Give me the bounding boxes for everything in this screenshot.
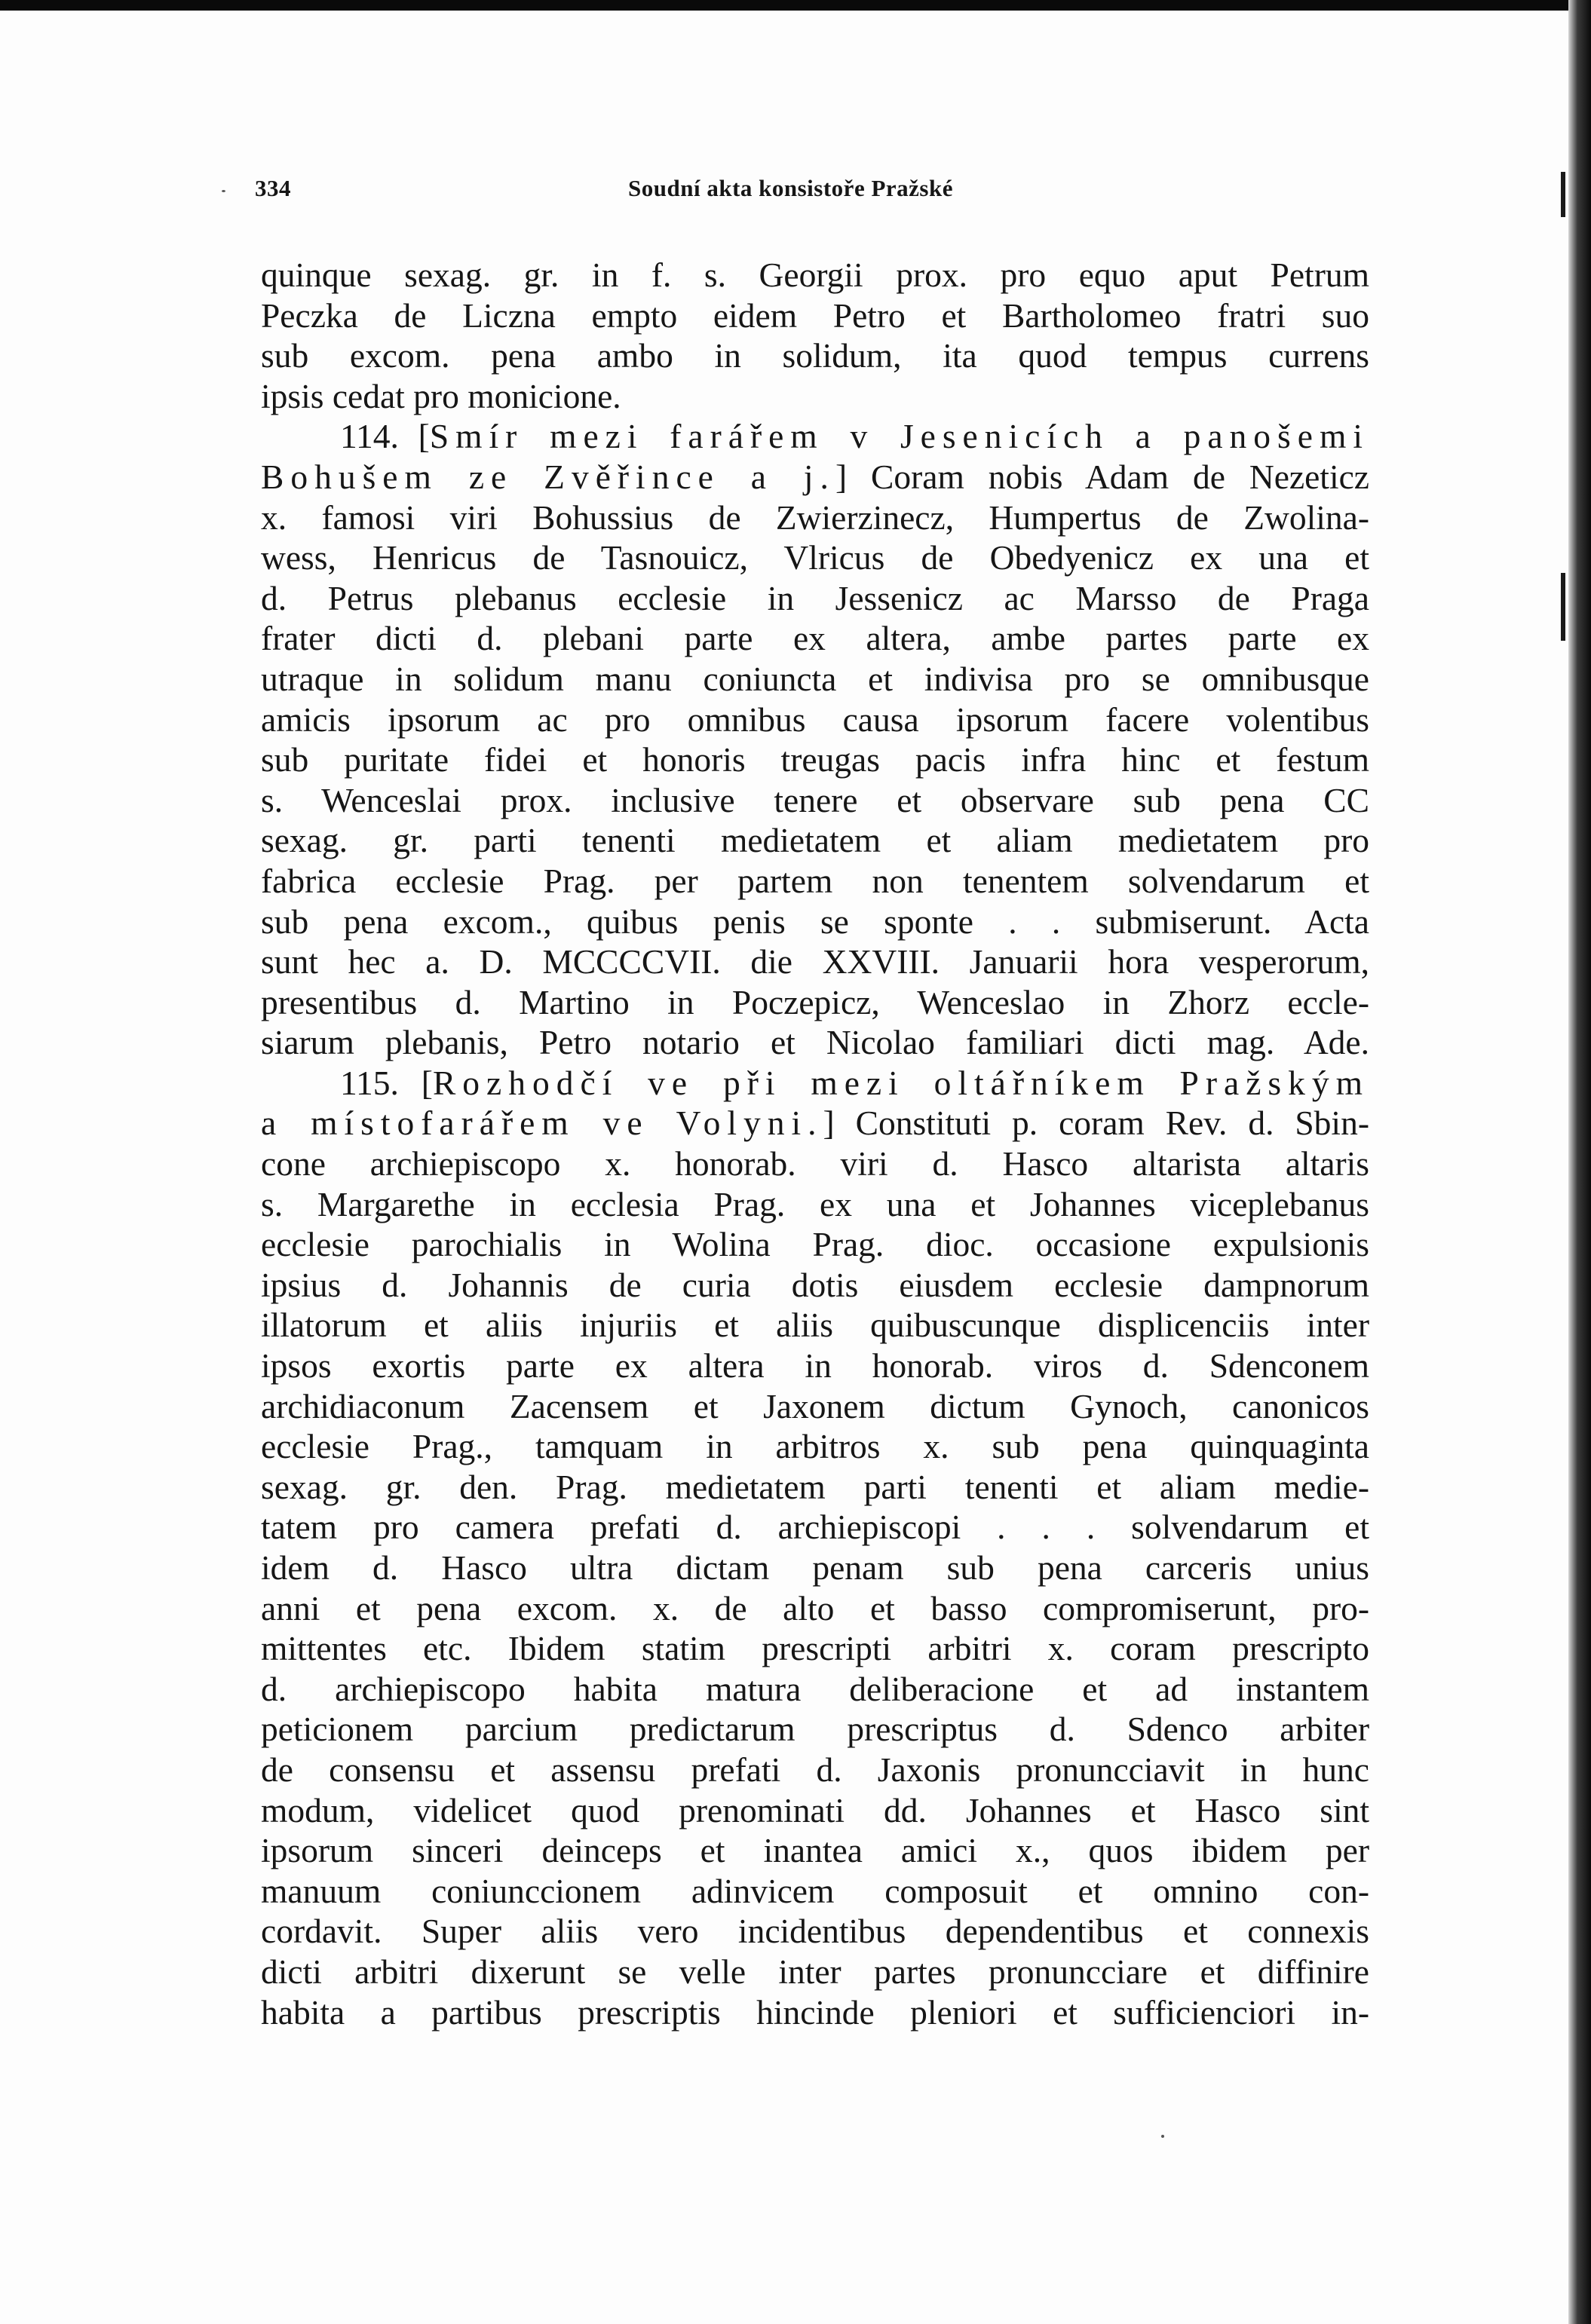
text-fragment: ] Constituti p. coram Rev. d. Sbin- bbox=[823, 1104, 1369, 1143]
text-line: idem d. Hasco ultra dictam penam sub pena carceris unius bbox=[261, 1548, 1369, 1587]
text-line: dicti arbitri dixerunt se velle inter partes pronuncciare et diffinire bbox=[261, 1952, 1369, 1991]
text-line: modum, videlicet quod prenominati dd. Johannes et Hasco sint bbox=[261, 1790, 1369, 1829]
entry-heading-line bbox=[261, 416, 1369, 457]
scan-edge-right bbox=[1568, 0, 1591, 2324]
entry-title-spaced: a místofarářem ve Volyni. bbox=[261, 1104, 823, 1143]
text-line: presentibus d. Martino in Poczepicz, Wenceslao in Zhorz eccle- bbox=[261, 982, 1369, 1021]
text-line: d. archiepiscopo habita matura deliberacione et ad instantem bbox=[261, 1669, 1369, 1708]
text-line: wess, Henricus de Tasnouicz, Vlricus de Obedyenicz ex una et bbox=[261, 538, 1369, 577]
text-line: s. Wenceslai prox. inclusive tenere et observare sub pena CC bbox=[261, 780, 1369, 819]
text-line: ipsis cedat pro monicione. bbox=[261, 376, 621, 415]
text-line: mittentes etc. Ibidem statim prescripti arbitri x. coram prescripto bbox=[261, 1629, 1369, 1668]
text-line: archidiaconum Zacensem et Jaxonem dictum Gynoch, canonicos bbox=[261, 1386, 1369, 1425]
entry-title-spaced: Smír mezi farářem v Jesenicích a panošemi bbox=[429, 417, 1369, 456]
text-line: d. Petrus plebanus ecclesie in Jessenicz ac Marsso de Praga bbox=[261, 578, 1369, 617]
text-line: quinque sexag. gr. in f. s. Georgii prox. pro equo aput Petrum bbox=[261, 256, 1369, 294]
text-line: Peczka de Liczna empto eidem Petro et Bartholomeo fratri suo bbox=[261, 295, 1369, 335]
text-line: ecclesie parochialis in Wolina Prag. dioc. occasione expulsionis bbox=[261, 1225, 1369, 1264]
scan-speck bbox=[222, 190, 225, 192]
page-number: 334 bbox=[255, 175, 291, 201]
scan-edge-top bbox=[0, 0, 1591, 11]
text-line: manuum coniunccionem adinvicem composuit et omnino con- bbox=[261, 1871, 1369, 1910]
text-line: ecclesie Prag., tamquam in arbitros x. sub pena quinquaginta bbox=[261, 1427, 1369, 1466]
scan-edge-mark bbox=[1561, 573, 1565, 641]
text-fragment: ] Coram nobis Adam de Nezeticz bbox=[835, 457, 1369, 496]
text-line: utraque in solidum manu coniuncta et indivisa pro se omnibusque bbox=[261, 659, 1369, 698]
text-line: ipsorum sinceri deinceps et inantea amici x., quos ibidem per bbox=[261, 1831, 1369, 1870]
body-text bbox=[261, 255, 1369, 2032]
text-line: s. Margarethe in ecclesia Prag. ex una et Johannes viceplebanus bbox=[261, 1184, 1369, 1223]
running-title: Soudní akta konsistoře Pražské bbox=[628, 175, 953, 201]
text-line: fabrica ecclesie Prag. per partem non tenentem solvendarum et bbox=[261, 861, 1369, 900]
entry-number: 114. [ bbox=[340, 417, 430, 456]
text-line: tatem pro camera prefati d. archiepiscopi . . . solvendarum et bbox=[261, 1508, 1369, 1547]
text-line: cordavit. Super aliis vero incidentibus dependentibus et connexis bbox=[261, 1912, 1369, 1951]
text-line: anni et pena excom. x. de alto et basso compromiserunt, pro- bbox=[261, 1588, 1369, 1627]
text-line: illatorum et aliis injuriis et aliis quibuscunque displicenciis inter bbox=[261, 1306, 1369, 1345]
text-line: sub pena excom., quibus penis se sponte . . submiserunt. Acta bbox=[261, 902, 1369, 941]
page-header bbox=[255, 175, 1371, 205]
text-line: habita a partibus prescriptis hincinde pleniori et sufficienciori in- bbox=[261, 1992, 1369, 2032]
text-line: sunt hec a. D. MCCCCVII. die XXVIII. Januarii hora vesperorum, bbox=[261, 942, 1369, 981]
text-line: siarum plebanis, Petro notario et Nicolao familiari dicti mag. Ade. bbox=[261, 1023, 1369, 1062]
entry-title-spaced: Rozhodčí ve při mezi oltářníkem Pražským bbox=[432, 1063, 1369, 1102]
entry-heading-line bbox=[261, 1063, 1369, 1104]
text-line: sub puritate fidei et honoris treugas pacis infra hinc et festum bbox=[261, 740, 1369, 779]
text-line: ipsos exortis parte ex altera in honorab. viros d. Sdenconem bbox=[261, 1346, 1369, 1386]
scan-speck bbox=[1161, 2135, 1164, 2138]
text-line: frater dicti d. plebani parte ex altera, ambe partes parte ex bbox=[261, 619, 1369, 658]
text-line bbox=[261, 457, 1369, 498]
text-line: sexag. gr. den. Prag. medietatem parti tenenti et aliam medie- bbox=[261, 1467, 1369, 1506]
text-line: sub excom. pena ambo in solidum, ita quod tempus currens bbox=[261, 336, 1369, 375]
text-line: cone archiepiscopo x. honorab. viri d. Hasco altarista altaris bbox=[261, 1144, 1369, 1183]
scan-edge-mark bbox=[1561, 172, 1565, 217]
text-line bbox=[261, 1103, 1369, 1144]
text-line: de consensu et assensu prefati d. Jaxonis pronuncciavit in hunc bbox=[261, 1750, 1369, 1789]
entry-number: 115. [ bbox=[340, 1063, 433, 1102]
text-line: ipsius d. Johannis de curia dotis eiusdem ecclesie dampnorum bbox=[261, 1265, 1369, 1304]
text-line: x. famosi viri Bohussius de Zwierzinecz, Humpertus de Zwolina- bbox=[261, 498, 1369, 537]
entry-title-spaced: Bohušem ze Zvěřince a j. bbox=[261, 457, 835, 496]
text-line: sexag. gr. parti tenenti medietatem et aliam medietatem pro bbox=[261, 821, 1369, 860]
text-line: peticionem parcium predictarum prescriptus d. Sdenco arbiter bbox=[261, 1710, 1369, 1749]
text-line: amicis ipsorum ac pro omnibus causa ipsorum facere volentibus bbox=[261, 700, 1369, 739]
